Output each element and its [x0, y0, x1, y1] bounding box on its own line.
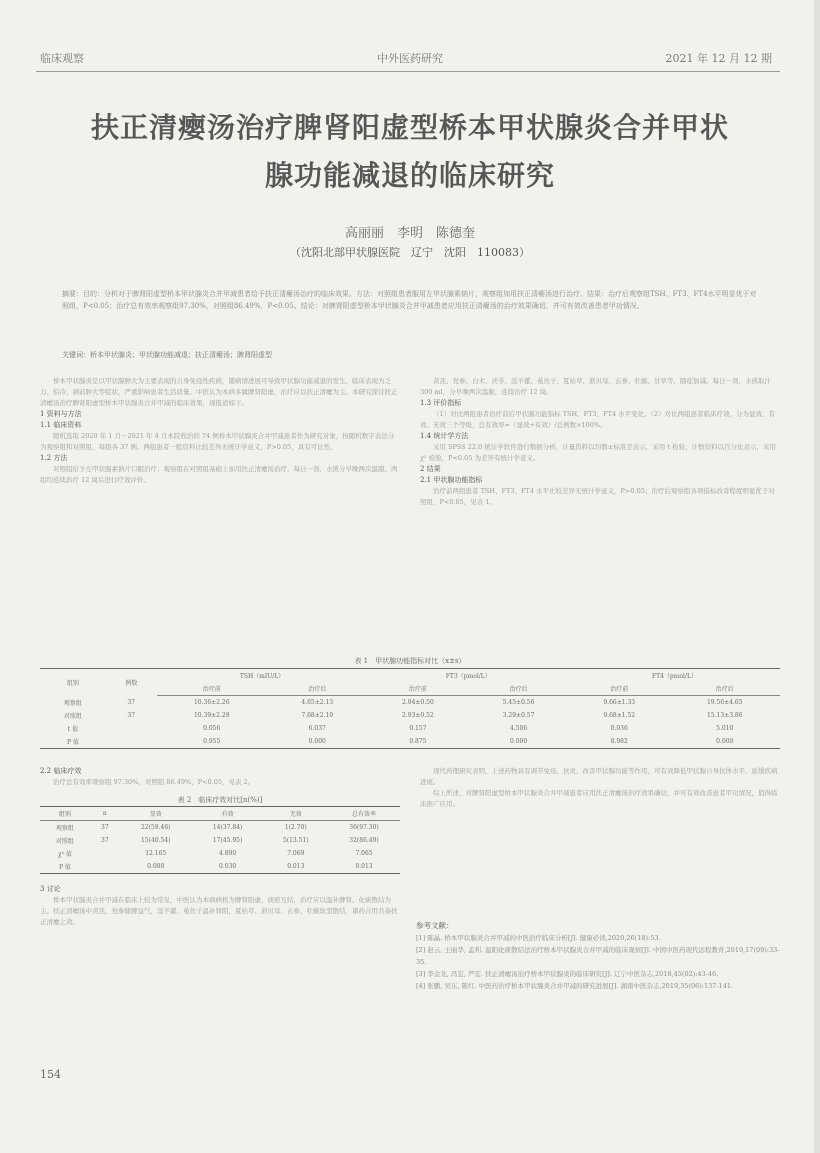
- references: [416, 920, 780, 992]
- table-row: [40, 847, 400, 860]
- table-1-title: 表 1 甲状腺功能指标对比（x±s）: [354, 657, 466, 665]
- table-cell: 观察组: [63, 699, 82, 707]
- table-cell: 0.000: [509, 737, 528, 745]
- table-cell: 4.65±2.13: [301, 698, 334, 706]
- authors: 高丽丽 李明 陈德奎: [344, 226, 475, 241]
- table-cell: 0.000: [308, 737, 326, 745]
- page-edge: [814, 0, 820, 1153]
- conclusion-paragraph: 综上所述，对脾肾阳虚型桥本甲状腺炎合并甲减患者应用扶正清瘿汤治疗效果确切，并可有效改善患者甲功情况，值得临床推广应用。: [420, 789, 778, 808]
- table-cell: 0.982: [610, 737, 628, 745]
- table-1-head-pre: 治疗前: [157, 682, 267, 696]
- table-2: [40, 806, 400, 874]
- table-1-head-tsh: TSH（mIU/L）: [239, 673, 285, 680]
- table-cell: 14(37.84): [212, 824, 243, 831]
- table-cell: 32(86.49): [349, 837, 379, 844]
- table-row: [40, 735, 780, 749]
- table-row: [40, 834, 400, 847]
- table-cell: 15.13±3.86: [706, 711, 743, 719]
- keywords: 关键词：桥本甲状腺炎；甲状腺功能减退；扶正清瘿汤；脾肾阳虚型: [62, 351, 272, 359]
- table-2-head: 有效: [192, 807, 264, 821]
- table-cell: 12.165: [145, 850, 167, 857]
- header-issue: 2021 年 12 月 12 期: [665, 52, 772, 65]
- section-1-3-heading: 1.3 评价指标: [420, 399, 462, 407]
- table-cell: 0.875: [409, 737, 427, 745]
- section-3-heading: 3 讨论: [40, 885, 61, 893]
- table-cell: 7.68±2.19: [301, 711, 334, 719]
- left-column-discussion: [40, 884, 398, 1024]
- table-1-head-group: 组别: [66, 679, 79, 687]
- section-2-1-heading: 2.1 甲状腺功能指标: [420, 476, 483, 484]
- table-cell: 观察组: [55, 825, 74, 832]
- table-cell: 7.065: [355, 850, 373, 857]
- table-2-head: 总有效率: [328, 807, 400, 821]
- section-1-4-heading: 1.4 统计学方法: [420, 432, 469, 440]
- affiliation: （沈阳北部甲状腺医院 辽宁 沈阳 110083）: [290, 246, 530, 259]
- efficacy-paragraph: 治疗总有效率观察组 97.30%，对照组 86.49%，P<0.05，见表 2。: [53, 778, 255, 786]
- table-cell: 2.94±0.50: [402, 698, 434, 706]
- table-cell: 3.29±0.57: [502, 711, 535, 719]
- table-cell: P 值: [58, 864, 71, 871]
- table-row: [40, 860, 400, 874]
- header-journal-name: 中外医药研究: [377, 52, 443, 65]
- left-column-efficacy: [40, 766, 398, 794]
- left-column-top: [40, 376, 398, 666]
- intro-paragraph: 桥本甲状腺炎是以甲状腺肿大为主要表现的自身免疫性疾病，随病情进展可导致甲状腺功能减退的发生。临床表现为乏力、怕冷、颈前肿大等症状，严重影响患者生活质量。中医认为本病多属脾肾阳虚，治疗应以扶正清瘿为主。本研究探讨扶正清瘿汤治疗脾肾阳虚型桥本甲状腺炎合并甲减的临床效果，现报道如下。: [40, 377, 398, 407]
- table-cell: 对照组: [63, 712, 82, 720]
- table-cell: 37: [101, 824, 109, 831]
- table-cell: 37: [127, 698, 136, 706]
- table-cell: χ² 值: [57, 851, 72, 858]
- discussion-continued-paragraph: 现代药理研究表明，上述药物具有调节免疫、抗炎、改善甲状腺功能等作用，可有效降低甲状腺自身抗体水平，延缓疾病进展。: [420, 767, 778, 786]
- table-cell: 对照组: [55, 838, 74, 845]
- table-1-head-ft3: FT3（pmol/L）: [445, 673, 491, 680]
- prescription-paragraph: 黄芪、党参、白术、茯苓、淫羊藿、菟丝子、夏枯草、浙贝母、玄参、牡蛎、甘草等，随症加减。每日一剂，水煎取汁 300 ml，分早晚两次温服，连续治疗 12 周。: [420, 377, 771, 396]
- table-cell: 4.506: [509, 724, 528, 732]
- right-column-top: [420, 376, 780, 666]
- table-2-head: n: [90, 807, 120, 821]
- table-cell: 15(40.54): [140, 837, 171, 844]
- table-cell: [90, 860, 120, 874]
- section-1-1-heading: 1.1 临床资料: [40, 421, 82, 429]
- table-cell: 0.955: [203, 737, 221, 745]
- table-cell: [106, 735, 157, 749]
- table-1-head-ft4: FT4（pmol/L）: [651, 673, 697, 680]
- table-row: [40, 722, 780, 735]
- table-2-head: 无效: [264, 807, 329, 821]
- table-row: [40, 821, 400, 835]
- article-title: [40, 104, 780, 200]
- header-section-label: 临床观察: [40, 52, 84, 65]
- table-cell: 0.000: [716, 737, 734, 745]
- page-number: 154: [40, 1068, 61, 1081]
- table-cell: 2.93±0.52: [402, 711, 434, 719]
- table-cell: 9.66±1.33: [603, 698, 636, 706]
- table-cell: [106, 722, 157, 735]
- table-cell: 6.037: [308, 724, 326, 732]
- method-paragraph: 对照组给予左甲状腺素钠片口服治疗；观察组在对照组基础上加用扶正清瘿汤治疗，每日一剂，水煎分早晚两次温服。两组均连续治疗 12 周后进行疗效评价。: [40, 465, 398, 484]
- table-1-head-pre: 治疗前: [368, 682, 469, 696]
- reference-item: [4] 张鹏, 吴东, 陈红. 中医药治疗桥本甲状腺炎合并甲减的研究进展[J]. 湖南中医杂志,2019,35(06):137-141.: [416, 982, 734, 990]
- table-cell: 22(59.46): [140, 824, 171, 831]
- table-cell: 0.157: [409, 724, 427, 732]
- abstract: 摘要：目的：分析对于脾肾阳虚型桥本甲状腺炎合并甲减患者给予扶正清瘿汤治疗的临床效果。方法：对照组患者服用左甲状腺素钠片，观察组加用扶正清瘿汤进行治疗。结果：治疗后观察组TSH、FT3、FT4水平明显优于对照组，P<0.05；治疗总有效率观察组97.30%，对照组86.49%，P<0.05。结论：对脾肾阳虚型桥本甲状腺炎合并甲减患者应用扶正清瘿汤的治疗效果确切，并可有效改善患者甲功情况。: [62, 290, 757, 310]
- table-row: [40, 696, 780, 709]
- table-1: [40, 668, 780, 749]
- table-cell: 36(97.30): [349, 824, 379, 831]
- table-cell: 37: [127, 711, 136, 719]
- data-paragraph: 随机选取 2020 年 1 月～2021 年 4 月本院收治的 74 例桥本甲状腺炎合并甲减患者作为研究对象，按随机数字表法分为观察组和对照组，每组各 37 例。两组患者一般资料比较差异无统计学意义，P>0.05，具有可比性。: [40, 432, 395, 451]
- section-1-2-heading: 1.2 方法: [40, 454, 68, 462]
- right-column-discussion: [420, 766, 780, 916]
- table-cell: 10.36±2.26: [193, 698, 230, 706]
- references-heading: 参考文献：: [416, 921, 454, 930]
- section-2-heading: 2 结果: [420, 465, 441, 473]
- table-cell: 0.000: [147, 863, 165, 870]
- table-cell: 19.56±4.65: [706, 698, 743, 706]
- section-2-2-heading: 2.2 临床疗效: [40, 767, 82, 775]
- table-cell: 5(13.51): [282, 837, 309, 844]
- table-1-head-post: 治疗后: [670, 682, 780, 696]
- results-paragraph: 治疗前两组患者 TSH、FT3、FT4 水平比较差异无统计学意义，P>0.05；治疗后观察组各项指标改善程度明显优于对照组，P<0.05，见表 1。: [420, 487, 775, 506]
- table-1-head-post: 治疗后: [267, 682, 368, 696]
- header-rule: [36, 71, 780, 72]
- table-2-head: 组别: [40, 807, 90, 821]
- table-row: [40, 709, 780, 722]
- table-cell: 0.030: [219, 863, 237, 870]
- section-1-heading: 1 资料与方法: [40, 410, 82, 418]
- reference-item: [3] 李金龙, 冯宏, 严宏. 扶正清瘿汤治疗桥本甲状腺炎的临床研究[J]. 辽宁中医杂志,2018,45(02):43-46.: [416, 970, 719, 978]
- table-cell: 4.890: [219, 850, 237, 857]
- table-cell: 17(45.95): [212, 837, 243, 844]
- table-cell: P 值: [66, 738, 79, 746]
- title-line-1: 扶正清瘿汤治疗脾肾阳虚型桥本甲状腺炎合并甲状: [90, 111, 729, 144]
- table-cell: 10.39±2.28: [193, 711, 230, 719]
- discussion-paragraph: 桥本甲状腺炎合并甲减在临床上较为常见，中医认为本病病机为脾肾阳虚、痰瘀互结，治疗应以温补脾肾、化痰散结为主。扶正清瘿汤中黄芪、党参健脾益气，淫羊藿、菟丝子温补肾阳，夏枯草、浙贝母、玄参、牡蛎软坚散结，诸药合用共奏扶正清瘿之效。: [40, 896, 398, 926]
- table-cell: 0.013: [355, 863, 373, 870]
- table-cell: 0.056: [203, 724, 221, 732]
- table-1-head-pre: 治疗前: [569, 682, 670, 696]
- title-line-2: 腺功能减退的临床研究: [264, 159, 555, 192]
- reference-item: [2] 赵云, 王丽华, 孟利. 温阳化痰散结法治疗桥本甲状腺炎合并甲减的临床观察[J]. 中国中医药现代远程教育,2019,17(09):33-35.: [416, 946, 780, 966]
- table-1-head-post: 治疗后: [468, 682, 569, 696]
- reference-item: [1] 陈晶. 桥本甲状腺炎合并甲减的中医治疗临床分析[J]. 健康必读,2020,26(18):53.: [416, 934, 661, 942]
- table-cell: 37: [101, 837, 109, 844]
- table-cell: 0.013: [287, 863, 305, 870]
- table-cell: t 值: [67, 725, 79, 733]
- table-cell: 0.036: [610, 724, 628, 732]
- table-cell: 5.45±0.56: [502, 698, 535, 706]
- statistics-paragraph: 采用 SPSS 22.0 统计学软件进行数据分析，计量资料以均数±标准差表示，采用 t 检验；计数资料以百分比表示，采用 χ² 检验，P<0.05 为差异有统计学意义。: [420, 443, 776, 462]
- table-cell: 1(2.70): [284, 824, 307, 831]
- table-cell: 5.010: [716, 724, 734, 732]
- table-cell: 9.68±1.52: [603, 711, 636, 719]
- table-cell: [90, 847, 120, 860]
- table-1-head-n: 例数: [125, 679, 138, 687]
- table-2-title: 表 2 临床疗效对比[n(%)]: [177, 796, 263, 804]
- evaluation-paragraph: （1）对比两组患者治疗前后甲状腺功能指标 TSH、FT3、FT4 水平变化。（2）对比两组患者临床疗效，分为显效、有效、无效三个等级，总有效率=（显效+有效）/总例数×100%。: [420, 410, 776, 429]
- table-2-head: 显效: [120, 807, 192, 821]
- table-cell: 7.069: [287, 850, 305, 857]
